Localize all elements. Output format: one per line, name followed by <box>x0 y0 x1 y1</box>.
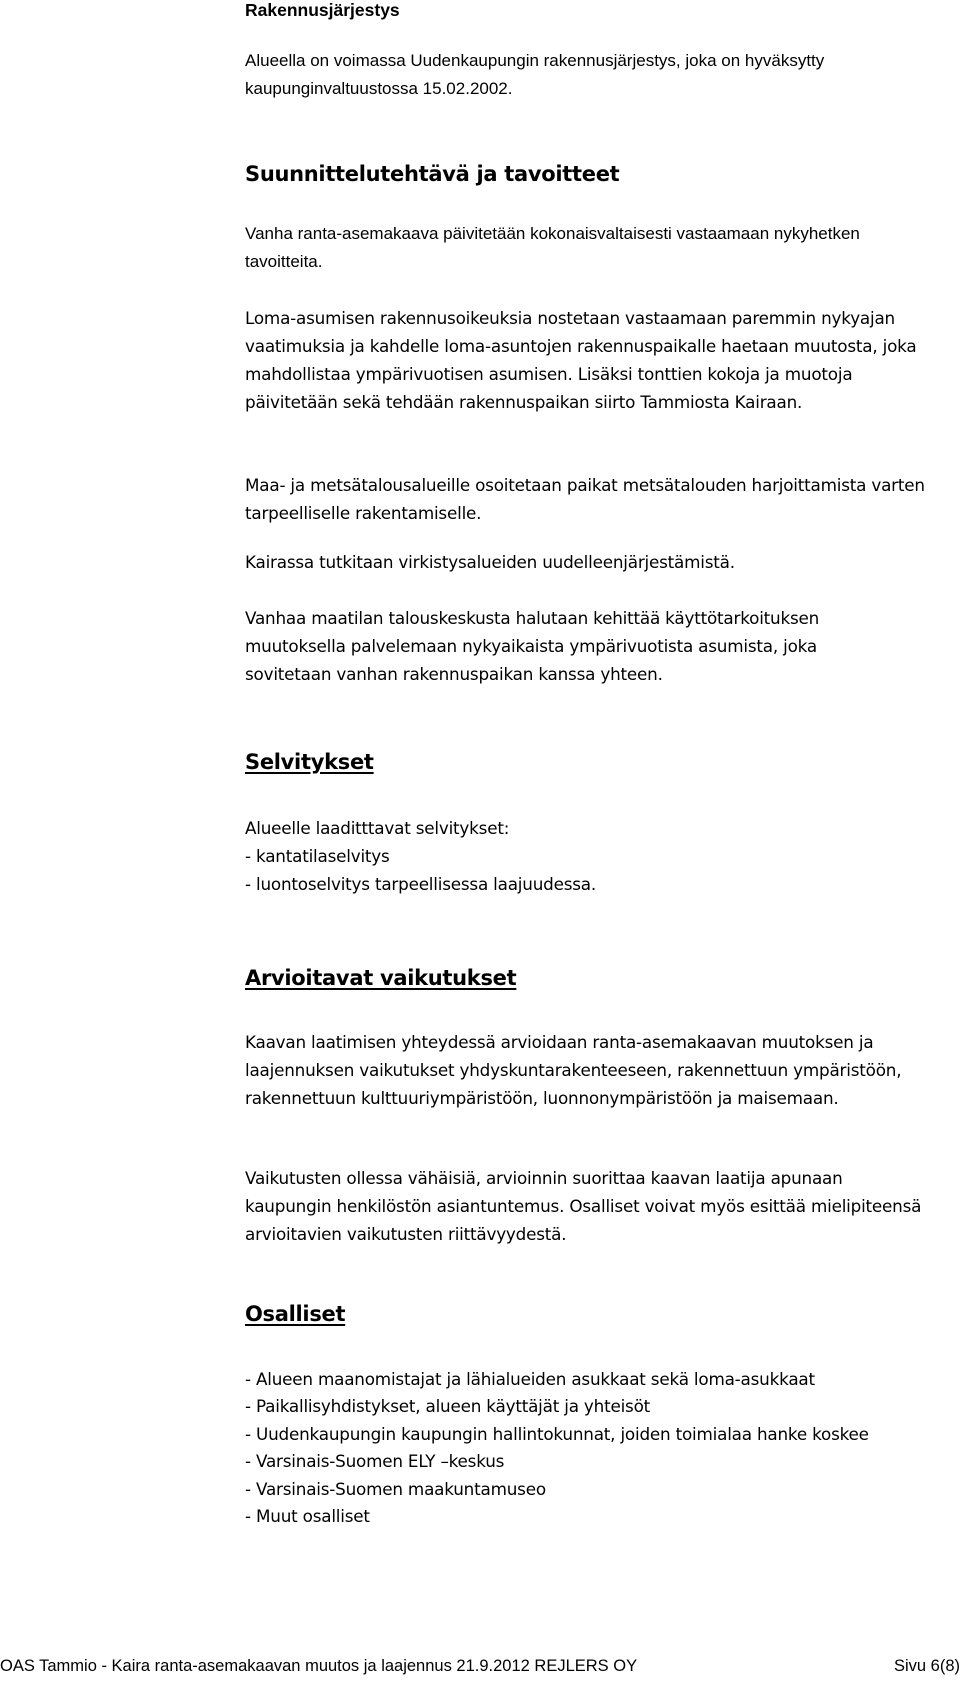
paragraph-suunnittelutehtava-4: Kairassa tutkitaan virkistysalueiden uudelleenjärjestämistä. <box>245 552 735 572</box>
list-item: - Muut osalliset <box>245 1506 370 1527</box>
list-item: - kantatilaselvitys <box>245 846 390 866</box>
heading-rakennusjarjestys: Rakennusjärjestys <box>245 0 400 20</box>
osalliset-list <box>245 1366 945 1530</box>
list-item: - luontoselvitys tarpeellisessa laajuudessa. <box>245 874 597 894</box>
paragraph-suunnittelutehtava-5: Vanhaa maatilan talouskeskusta halutaan kehittää käyttötarkoituksen muutoksella palvelemaan nykyaikaista ympärivuotista asumista, joka sovitetaan vanhan rakennuspaikan kanssa yhteen. <box>245 608 820 684</box>
paragraph-suunnittelutehtava-2: Loma-asumisen rakennusoikeuksia nostetaan vastaamaan paremmin nykyajan vaatimuksia ja kahdelle loma-asuntojen rakennuspaikalle haetaan muutosta, joka mahdollistaa ympärivuotisen asumisen. Lisäksi tonttien kokoja ja muotoja päivitetään sekä tehdään rakennuspaikan siirto Tammiosta Kairaan. <box>245 308 917 412</box>
page-footer <box>0 1657 960 1681</box>
list-item: - Uudenkaupungin kaupungin hallintokunnat, joiden toimialaa hanke koskee <box>245 1423 869 1444</box>
heading-selvitykset: Selvitykset <box>245 750 374 774</box>
footer-page-number: Sivu 6(8) <box>893 1657 960 1675</box>
list-item: - Paikallisyhdistykset, alueen käyttäjät ja yhteisöt <box>245 1396 651 1417</box>
heading-arvioitavat-vaikutukset: Arvioitavat vaikutukset <box>245 966 517 990</box>
paragraph-rakennusjarjestys: Alueella on voimassa Uudenkaupungin rakennusjärjestys, joka on hyväksytty kaupunginvaltuustossa 15.02.2002. <box>245 51 825 98</box>
selvitykset-list <box>245 842 945 898</box>
paragraph-suunnittelutehtava-3: Maa- ja metsätalousalueille osoitetaan paikat metsätalouden harjoittamista varten tarpeelliselle rakentamiselle. <box>245 475 925 523</box>
paragraph-suunnittelutehtava-1: Vanha ranta-asemakaava päivitetään kokonaisvaltaisesti vastaamaan nykyhetken tavoitteita. <box>245 224 860 271</box>
footer-document-info: OAS Tammio - Kaira ranta-asemakaavan muutos ja laajennus 21.9.2012 REJLERS OY <box>0 1657 638 1675</box>
list-item: - Varsinais-Suomen ELY –keskus <box>245 1451 505 1472</box>
heading-suunnittelutehtava: Suunnittelutehtävä ja tavoitteet <box>245 162 620 186</box>
paragraph-arvioitavat-2: Vaikutusten ollessa vähäisiä, arvioinnin suorittaa kaavan laatija apunaan kaupungin henkilöstön asiantuntemus. Osalliset voivat myös esittää mielipiteensä arvioitavien vaikutusten riittävyydestä. <box>245 1168 922 1244</box>
list-item: - Alueen maanomistajat ja lähialueiden asukkaat sekä loma-asukkaat <box>245 1369 815 1389</box>
heading-osalliset: Osalliset <box>245 1302 346 1326</box>
selvitykset-intro: Alueelle laaditttavat selvitykset: <box>245 818 510 838</box>
paragraph-arvioitavat-1: Kaavan laatimisen yhteydessä arvioidaan ranta-asemakaavan muutoksen ja laajennuksen vaikutukset yhdyskuntarakenteeseen, rakennettuun ympäristöön, rakennettuun kulttuuriympäristöön, luonnonympäristöön ja maisemaan. <box>245 1032 902 1108</box>
list-item: - Varsinais-Suomen maakuntamuseo <box>245 1478 546 1499</box>
